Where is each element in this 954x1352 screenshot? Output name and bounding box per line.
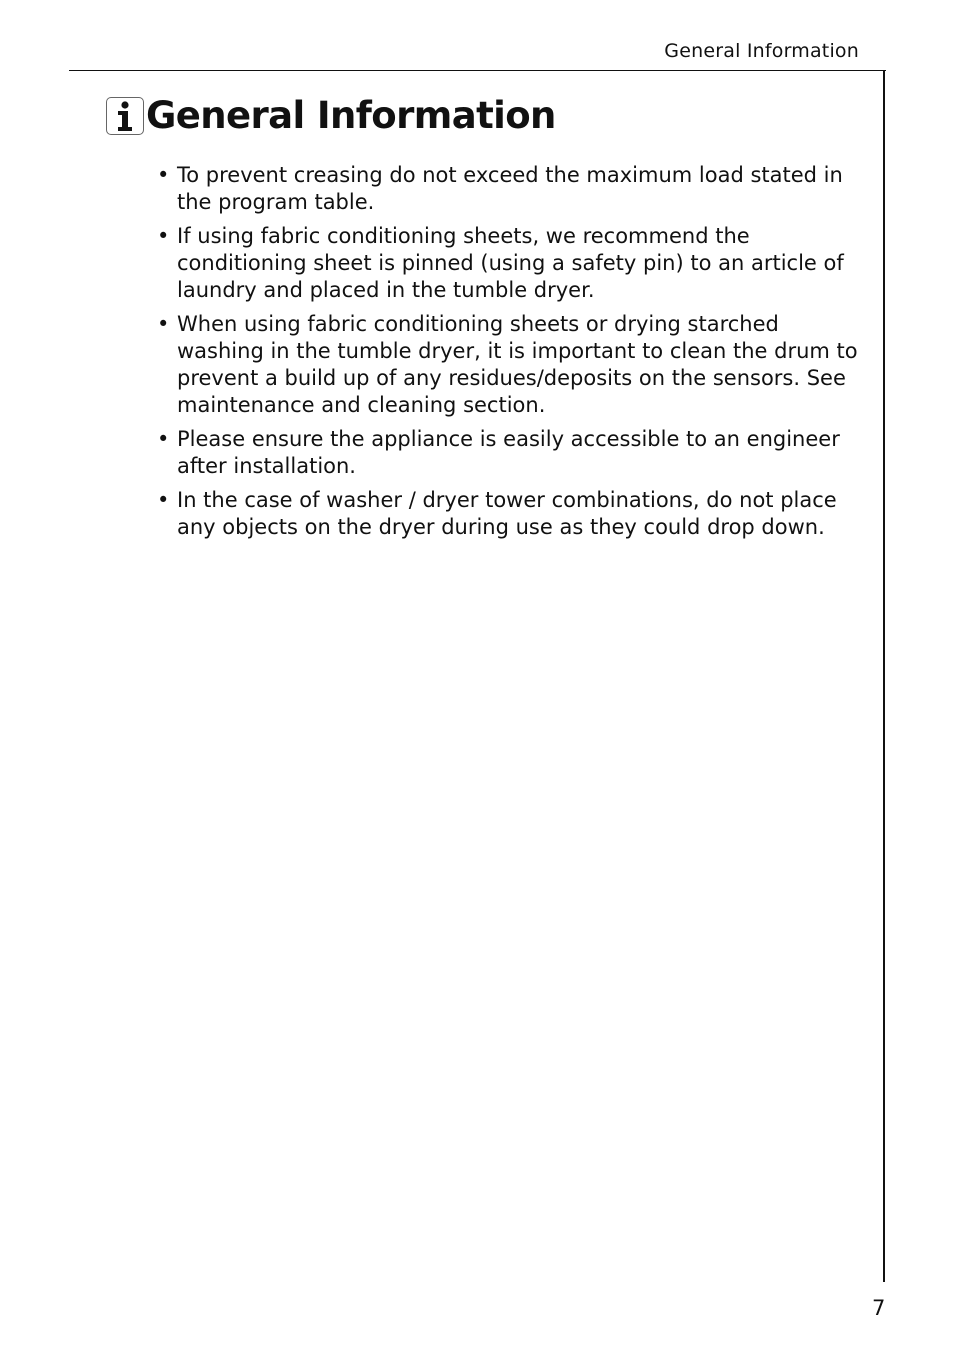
info-icon (106, 97, 144, 135)
section-heading (106, 94, 556, 138)
top-rule (69, 70, 886, 71)
list-item (157, 223, 862, 304)
list-item (157, 162, 862, 216)
list-item-text: When using fabric conditioning sheets or drying starched washing in the tumble dryer, it is important to clean the drum to prevent a build up of any residues/deposits on the sensors. See maintenance and cleaning section. (177, 312, 858, 417)
list-item-text: If using fabric conditioning sheets, we recommend the conditioning sheet is pinned (using a safety pin) to an article of laundry and placed in the tumble dryer. (177, 224, 844, 302)
running-header: General Information (664, 40, 859, 62)
list-item (157, 311, 862, 419)
list-item (157, 426, 862, 480)
page-title: General Information (146, 94, 556, 137)
list-item-text: In the case of washer / dryer tower combinations, do not place any objects on the dryer during use as they could drop down. (177, 488, 837, 539)
list-item-text: Please ensure the appliance is easily accessible to an engineer after installation. (177, 427, 840, 478)
right-rule (883, 70, 885, 1282)
bullet-marker: • (157, 488, 170, 512)
list-item (157, 487, 862, 541)
list-item-text: To prevent creasing do not exceed the maximum load stated in the program table. (177, 163, 843, 214)
information-list (157, 162, 862, 548)
bullet-marker: • (157, 427, 170, 451)
page-number: 7 (872, 1296, 886, 1320)
bullet-marker: • (157, 312, 170, 336)
bullet-marker: • (157, 163, 170, 187)
bullet-marker: • (157, 224, 170, 248)
